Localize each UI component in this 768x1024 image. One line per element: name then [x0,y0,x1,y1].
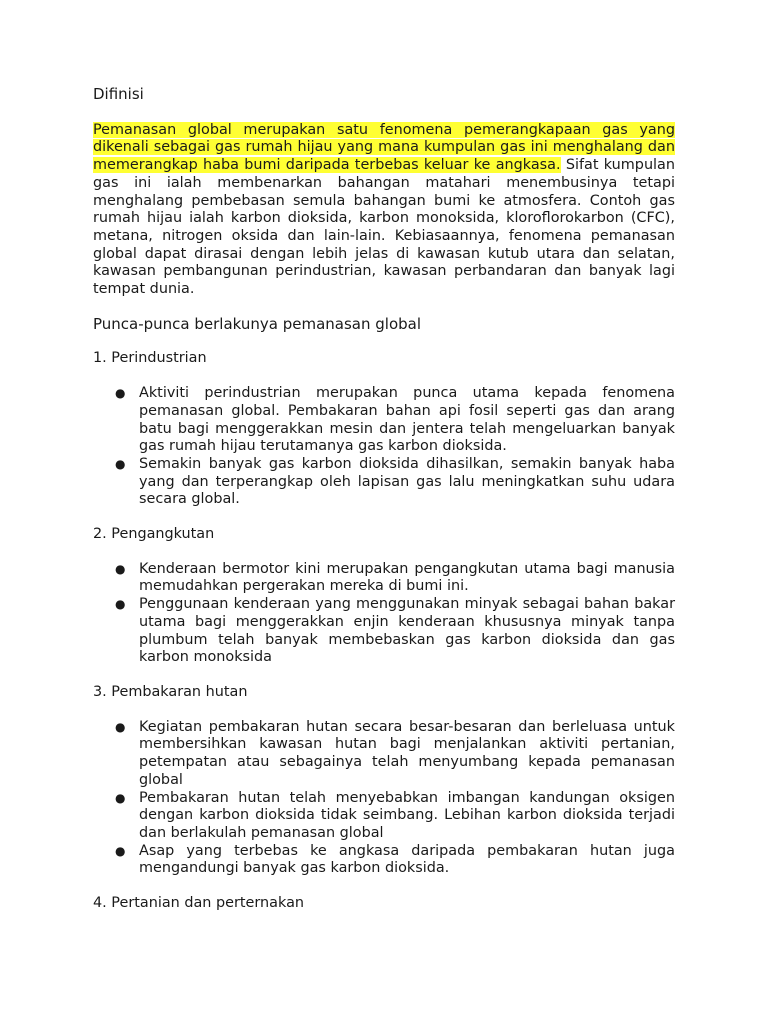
section-heading: 1. Perindustrian [93,350,207,367]
sections-container [93,350,675,912]
list-item-text: Kegiatan pembakaran hutan secara besar-besaran dan berleluasa untuk membersihkan kawasan hutan bagi menjalankan aktiviti pertanian, petempatan atau sebagainya telah menyumbang kepada pemanasan global [139,718,675,788]
bullet-list [93,719,675,878]
list-item-text: Kenderaan bermotor kini merupakan pengangkutan utama bagi manusia memudahkan pergerakan mereka di bumi ini. [139,560,675,595]
list-item [115,560,675,596]
section-heading: 4. Pertanian dan perternakan [93,895,305,912]
section-subtitle: Punca-punca berlakunya pemanasan global [93,314,422,333]
list-item [115,789,675,843]
list-item [115,455,675,509]
list-item [115,842,675,878]
intro-text: Sifat kumpulan gas ini ialah membenarkan bahangan matahari menembusinya tetapi menghalang pembebasan semula bahangan bumi ke atmosfera. Contoh gas rumah hijau ialah karbon dioksida, karbon monoksida, kloroflorokarbon (CFC), metana, nitrogen oksida dan lain-lain. Kebiasaannya, fenomena pemanasan global dapat dirasai dengan lebih jelas di kawasan kutub utara dan selatan, kawasan pembangunan perindustrian, kawasan perbandaran dan banyak lagi tempat dunia. [93,157,675,298]
list-item [115,385,675,456]
list-item-text: Semakin banyak gas karbon dioksida dihasilkan, semakin banyak haba yang dan terperangkap oleh lapisan gas lalu meningkatkan suhu udara secara global. [139,455,675,508]
section-heading: 3. Pembakaran hutan [93,683,248,700]
list-item [115,718,675,790]
list-item-text: Asap yang terbebas ke angkasa daripada pembakaran hutan juga mengandungi banyak gas karbon dioksida. [139,842,675,877]
bullet-icon: ● [115,386,126,401]
list-item [115,596,675,667]
bullet-list [93,561,675,667]
bullet-icon: ● [115,597,126,612]
bullet-icon: ● [115,456,126,471]
list-item-text: Aktiviti perindustrian merupakan punca utama kepada fenomena pemanasan global. Pembakaran bahan api fosil seperti gas dan arang batu bagi menggerakkan mesin dan jentera telah mengeluarkan banyak gas rumah hijau terutamanya gas karbon dioksida. [139,385,675,455]
section-heading: 2. Pengangkutan [93,526,215,543]
bullet-icon: ● [115,790,126,805]
highlighted-text: Pemanasan global merupakan satu fenomena pemerangkapaan gas yang dikenali sebagai gas rumah hijau yang mana kumpulan gas ini menghalang dan memerangkap haba bumi daripada terbebas keluar ke angkasa. [93,121,675,174]
document-title: Difinisi [93,85,144,103]
intro-paragraph [93,122,675,299]
list-item-text: Pembakaran hutan telah menyebabkan imbangan kandungan oksigen dengan karbon dioksida tidak seimbang. Lebihan karbon dioksida terjadi dan berlakulah pemanasan global [139,789,675,841]
bullet-icon: ● [115,561,126,576]
bullet-icon: ● [115,843,126,858]
bullet-list [93,385,675,509]
list-item-text: Penggunaan kenderaan yang menggunakan minyak sebagai bahan bakar utama bagi menggerakkan enjin kenderaan khususnya minyak tanpa plumbum telah banyak membebaskan gas karbon dioksida dan gas karbon monoksida [139,596,675,666]
document-page [93,86,675,913]
bullet-icon: ● [115,719,126,734]
